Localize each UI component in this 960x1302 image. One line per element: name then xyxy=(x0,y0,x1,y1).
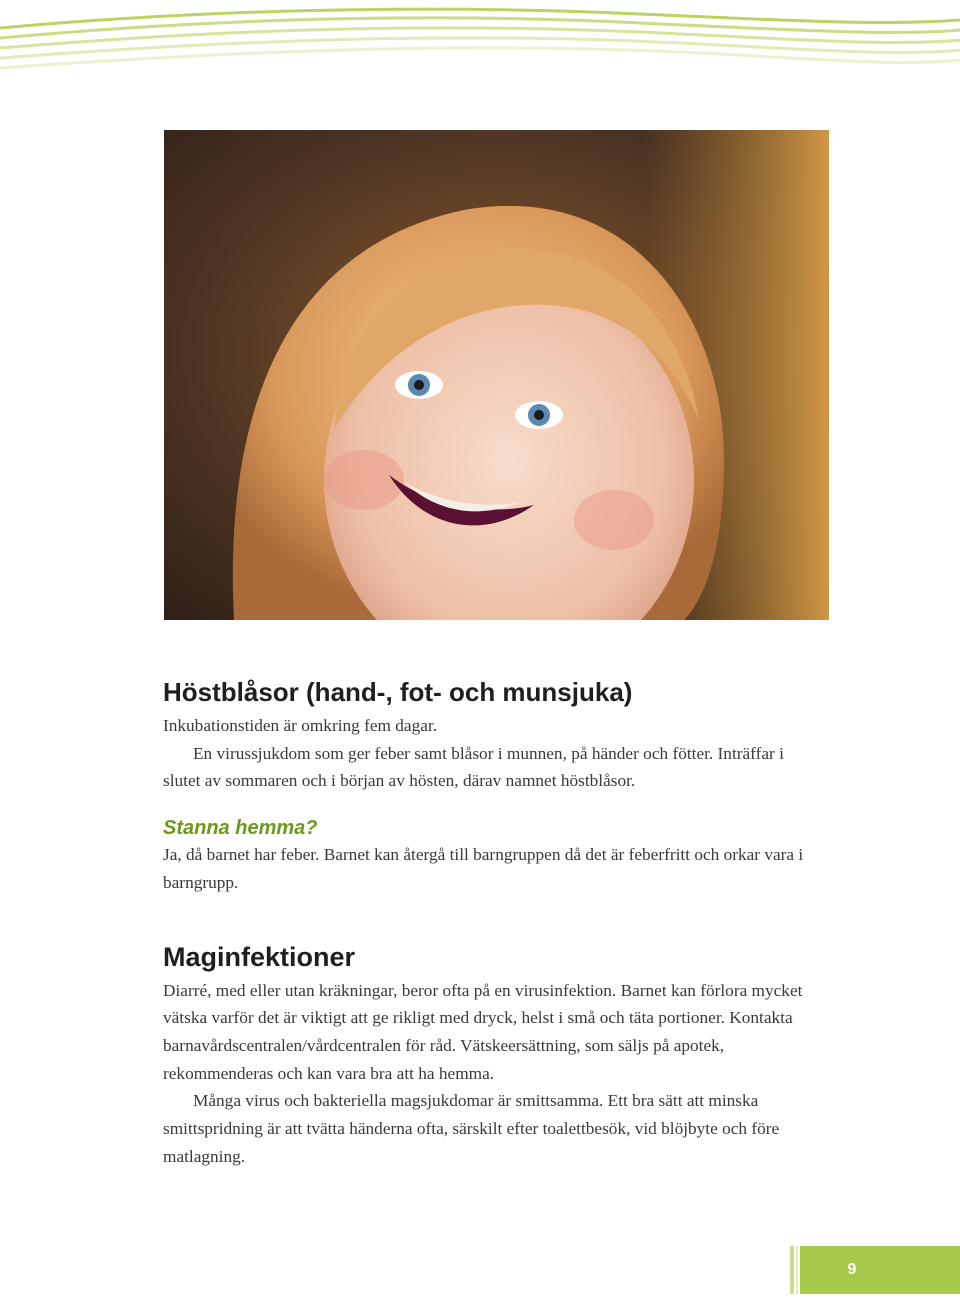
page-number: 9 xyxy=(847,1261,857,1278)
section-heading-hand-foot-mouth: Höstblåsor (hand-, fot- och munsjuka) xyxy=(163,677,633,707)
stay-home-subheading: Stanna hemma? xyxy=(163,817,318,840)
description-text: En virussjukdom som ger feber samt blåsor i munnen, på händer och fötter. Inträffar i slutet av sommaren och i början av hösten, därav namnet höstblåsor. xyxy=(163,743,784,791)
section-heading-stomach-infections: Maginfektioner xyxy=(163,941,356,972)
incubation-text: Inkubationstiden är omkring fem dagar. xyxy=(163,716,438,735)
page-number-tab xyxy=(800,1246,960,1294)
article-content xyxy=(163,676,823,1170)
photo-illustration xyxy=(164,130,829,620)
child-portrait-photo xyxy=(164,130,829,620)
stomach-infection-text: Diarré, med eller utan kräkningar, beror ofta på en virusinfektion. Barnet kan förlora mycket vätska varför det är viktigt att ge rikligt med dryck, helst i små och täta portioner. Kontakta barnavårdscentralen/vårdcentralen för råd. Vätskeersättning, som säljs på apotek, rekommenderas och kan vara bra att ha hemma. xyxy=(163,980,803,1083)
hygiene-text: Många virus och bakteriella magsjukdomar är smittsamma. Ett bra sätt att minska smittspridning är att tvätta händerna ofta, särskilt efter toalettbesök, vid blöjbyte och före matlagning. xyxy=(163,1091,780,1166)
stay-home-text: Ja, då barnet har feber. Barnet kan återgå till barngruppen då det är feberfritt och orkar vara i barngrupp. xyxy=(163,845,804,892)
decorative-waves xyxy=(0,0,960,80)
